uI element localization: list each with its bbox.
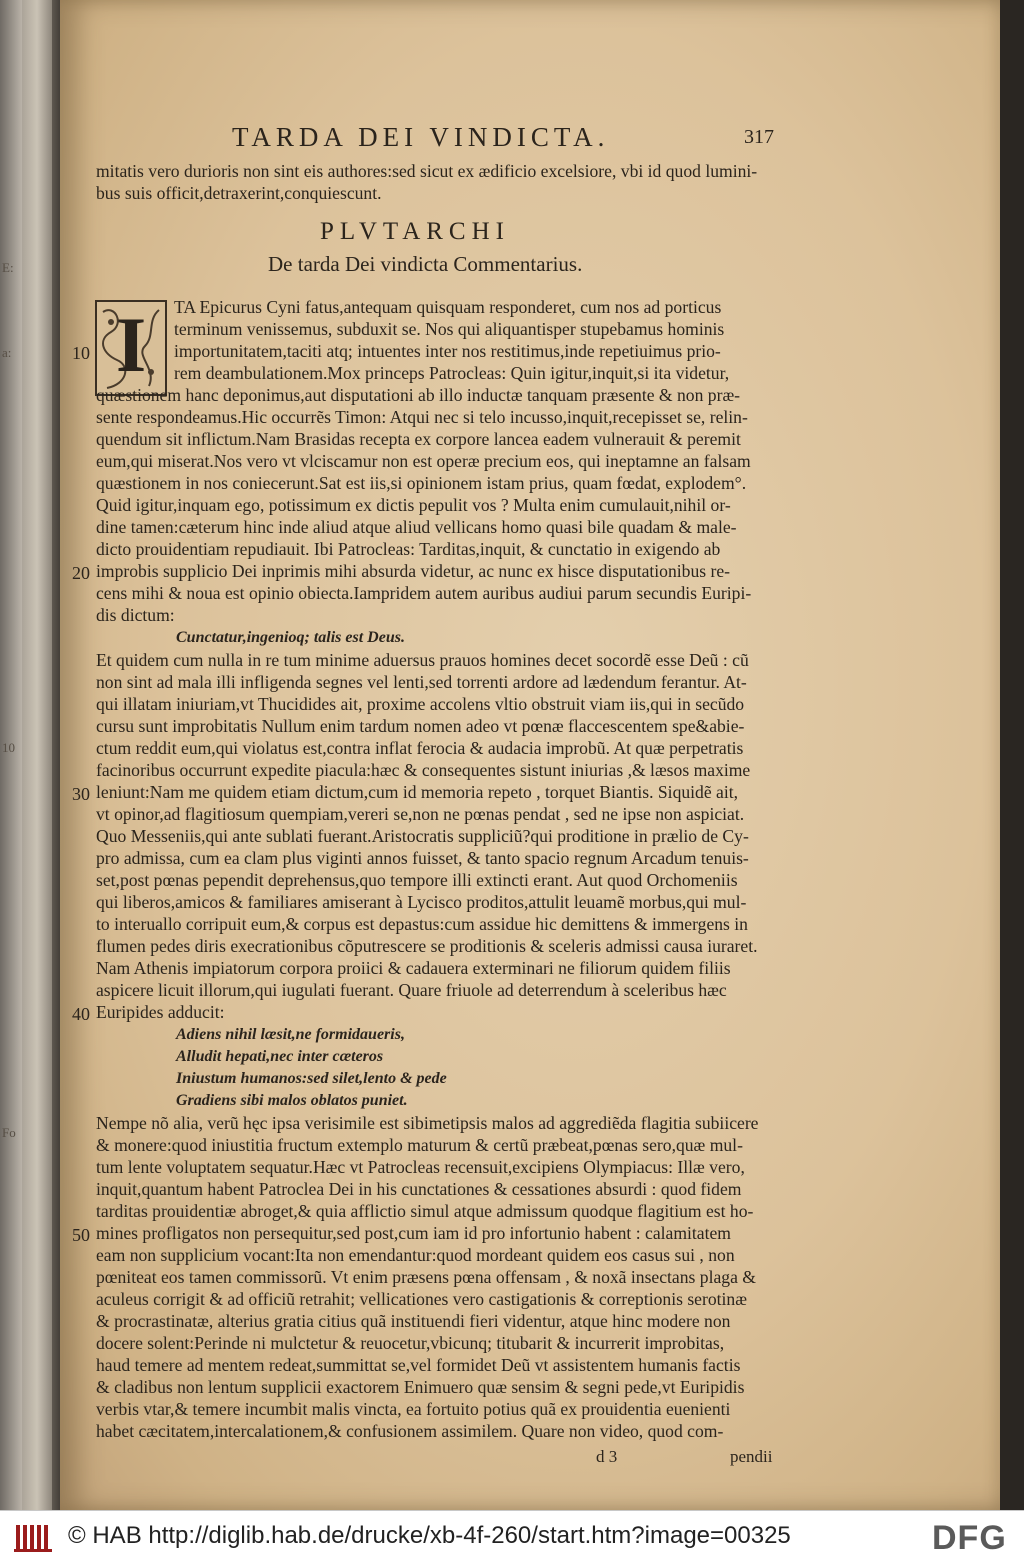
text-line: habet cæcitatem,intercalationem,& confusionem assimilem. Quare non video, quod com- (96, 1421, 724, 1441)
text-line: flumen pedes diris execrationibus cõputrescere se proditionis & sceleris admissi causa iuraret. (96, 936, 758, 956)
text-line: quæstionem in nos coniecerunt.Sat est iis,si opinionem istam prius, quam fœdat, explodem°. (96, 473, 747, 493)
previous-page-mark: 10 (2, 740, 15, 755)
line-number: 50 (72, 1225, 90, 1245)
previous-page-mark: Fo (2, 1125, 16, 1140)
verse-line: Gradiens sibi malos oblatos puniet. (176, 1092, 408, 1109)
verse-line: Iniustum humanos:sed silet,lento & pede (176, 1070, 447, 1087)
text-line: quendum sit inflictum.Nam Brasidas recepta ex corpore lancea eadem vulnerauit & peremit (96, 429, 741, 449)
text-line: Euripides adducit: (96, 1002, 225, 1022)
text-line: set,post pœnas pependit deprehensus,quo tempore illi extincti erant. Aut quod Orchomeniis (96, 870, 738, 890)
text-line: pro admissa, cum ea clam plus viginti annos fuisset, & tanto spacio regnum Arcadum tenuis- (96, 848, 749, 868)
text-line: dine tamen:cæterum hinc inde aliud atque aliud vellicans homo quasi bile quadam & male- (96, 517, 737, 537)
page-number: 317 (744, 126, 774, 148)
text-line: eam non supplicium vocant:Ita non emendantur:quod mordeant quidem eos casus sui , non (96, 1245, 735, 1265)
text-line: mines profligatos non persequitur,sed post,cum iam id pro infortunio habent : calamitatem (96, 1223, 731, 1243)
text-line: importunitatem,taciti atq; intuentes inter nos restitimus,inde repetiuimus prio- (174, 341, 721, 361)
text-line: aculeus corrigit & ad officiũ retrahit; vellicationes vero castigationis & correptionis serotinæ (96, 1289, 747, 1309)
catchword: pendii (730, 1447, 773, 1466)
line-number: 20 (72, 563, 90, 583)
line-number: 40 (72, 1004, 90, 1024)
text-line: terminum venissemus, subduxit se. Nos qui aliquantisper stupebamus hominis (174, 319, 725, 339)
source-link[interactable]: © HAB http://diglib.hab.de/drucke/xb-4f-260/start.htm?image=00325 (68, 1522, 791, 1549)
text-line: & procrastinatæ, alterius gratia citius quã instituendi fieri videntur, atque hinc modere non (96, 1311, 731, 1331)
text-line: & monere:quod iniustitia fructum extemplo maturum & certũ præbeat,pœnas sero,quæ mul- (96, 1135, 743, 1155)
dfg-logo: DFG (932, 1519, 1007, 1557)
text-line: improbis supplicio Dei inprimis mihi absurda videtur, ac nunc ex hisce disputationibus re- (96, 561, 731, 581)
previous-page-mark: E: (2, 260, 14, 275)
signature-mark: d 3 (596, 1447, 618, 1466)
line-number: 10 (72, 343, 90, 363)
text-line: facinoribus occurrunt expedite piacula:hæc & consequentes sistunt iniurias ,& læsos maxime (96, 760, 751, 780)
text-line: haud temere ad mentem redeat,summittat se,vel formidet Deũ vt assistentem humanis factis (96, 1355, 741, 1375)
text-line: mitatis vero durioris non sint eis authores:sed sicut ex ædificio excelsiore, vbi id quod lumini- (96, 161, 758, 181)
text-line: quæstionem hanc deponimus,aut disputationi ab illo inductæ tanquam præsente & non præ- (96, 385, 741, 405)
text-line: cens mihi & noua est opinio obiecta.Iampridem autem auribus audiui parum secundis Euripi- (96, 583, 752, 603)
text-line: aspicere licuit illorum,qui iugulati fuerant. Quare friuole ad deterrendum à sceleribus hæc (96, 980, 727, 1000)
text-line: leniunt:Nam me quidem etiam dictum,cum id memoria repeto , torquet Biantis. Siquidẽ ait, (96, 782, 739, 802)
text-line: to interuallo corripuit eum,& corpus est depastus:cum assidue hic demittens & immergens in (96, 914, 748, 934)
text-line: bus suis officit,detraxerint,conquiescunt. (96, 183, 382, 203)
text-line: eum,qui miserat.Nos vero vt vlciscamur non est operæ precium eos, qui ineptamne an falsam (96, 451, 751, 471)
previous-page-mark: a: (2, 345, 12, 360)
text-line: sente respondeamus.Hic occurrẽs Timon: Atqui nec si telo incusso,inquit,recepisset se, relin- (96, 407, 748, 427)
text-line: qui illatam iniuriam,vt Thucidides ait, proxime accolens vltio obstruit viam iis,qui in secũdo (96, 694, 745, 714)
initial-letter: I (115, 301, 147, 388)
verse-line: Alludit hepati,nec inter cæteros (176, 1048, 384, 1065)
text-line: dicto prouidentiam repudiauit. Ibi Patrocleas: Tarditas,inquit, & cunctatio in exigendo ab (96, 539, 721, 559)
verse-line: Adiens nihil læsit,ne formidaueris, (176, 1026, 405, 1043)
decorated-initial (95, 300, 167, 396)
text-line: tum lente voluptatem sequatur.Hæc vt Patrocleas recensuit,excipiens Olympiacus: Illæ vero, (96, 1157, 745, 1177)
text-line: vt opinor,ad flagitiosum quempiam,vereri se,non ne pœnas pendat , sed ne ipse non aspiciat. (96, 804, 745, 824)
text-line: verbis vtar,& temere incumbit malis vincta, ea fortuito potius quã ex prouidentia euenienti (96, 1399, 731, 1419)
hab-logo-icon (14, 1521, 54, 1553)
text-line: docere solent:Perinde ni mulctetur & reuocetur,vbicunq; titubarit & incurrerit improbitas, (96, 1333, 725, 1353)
text-line: tarditas prouidentiæ abroget,& quia afflictio simul atque admissum quodque flagitium est ho- (96, 1201, 754, 1221)
text-line: non sint ad mala illi infligenda segnes vel lenti,sed torrenti ardore ad lædendum ferantur. At- (96, 672, 747, 692)
text-line: Quo Messeniis,qui ante sublati fuerant.Aristocratis suppliciũ?qui proditione in prælio de Cy- (96, 826, 749, 846)
line-number: 30 (72, 784, 90, 804)
text-line: Nam Athenis impiatorum corpora proiici & cadauera exterminari ne filiorum quidem filiis (96, 958, 731, 978)
text-line: pœniteat eos tamen commissorũ. Vt enim præsens pœna offensam , & noxã insectans plaga & (96, 1267, 756, 1287)
text-line: inquit,quantum habent Patroclea Dei in his cunctationes & cessationes absurdi : quod fidem (96, 1179, 742, 1199)
text-line: ctum reddit eum,qui violatus est,contra inflat ferocia & audacia improbũ. At quæ perpetratis (96, 738, 744, 758)
text-line: dis dictum: (96, 605, 175, 625)
text-line: Quid igitur,inquam ego, potissimum ex dictis pepulit vos ? Multa enim cumulauit,nihil or- (96, 495, 731, 515)
work-author: PLVTARCHI (320, 218, 510, 245)
text-line: TA Epicurus Cyni fatus,antequam quisquam responderet, cum nos ad porticus (174, 297, 722, 317)
text-line: Nempe nõ alia, verũ hęc ipsa verisimile est sibimetipsis malos ad aggrediẽda flagitia subiicere (96, 1113, 759, 1133)
text-line: rem deambulationem.Mox princeps Patrocleas: Quin igitur,inquit,si ita videtur, (174, 363, 730, 383)
text-line: Et quidem cum nulla in re tum minime aduersus prauos homines decet socordẽ esse Deũ : cũ (96, 650, 749, 670)
work-title: De tarda Dei vindicta Commentarius. (268, 252, 583, 276)
text-line: cursu sunt improbitatis Nullum enim tardum nomen adeo vt pœnæ flaccescentem spe&abie- (96, 716, 745, 736)
text-line: qui liberos,amicos & familiares amiserant à Lycisco proditos,attulit leuamẽ morbus,qui mul- (96, 892, 747, 912)
running-head: TARDA DEI VINDICTA. (232, 122, 610, 152)
verse-line: Cunctatur,ingenioq; talis est Deus. (176, 629, 405, 646)
viewer-footer (0, 1510, 1024, 1563)
text-line: & cladibus non lentum supplicii exactorem Enimuero quæ sensim & segni pede,vt Euripidis (96, 1377, 745, 1397)
